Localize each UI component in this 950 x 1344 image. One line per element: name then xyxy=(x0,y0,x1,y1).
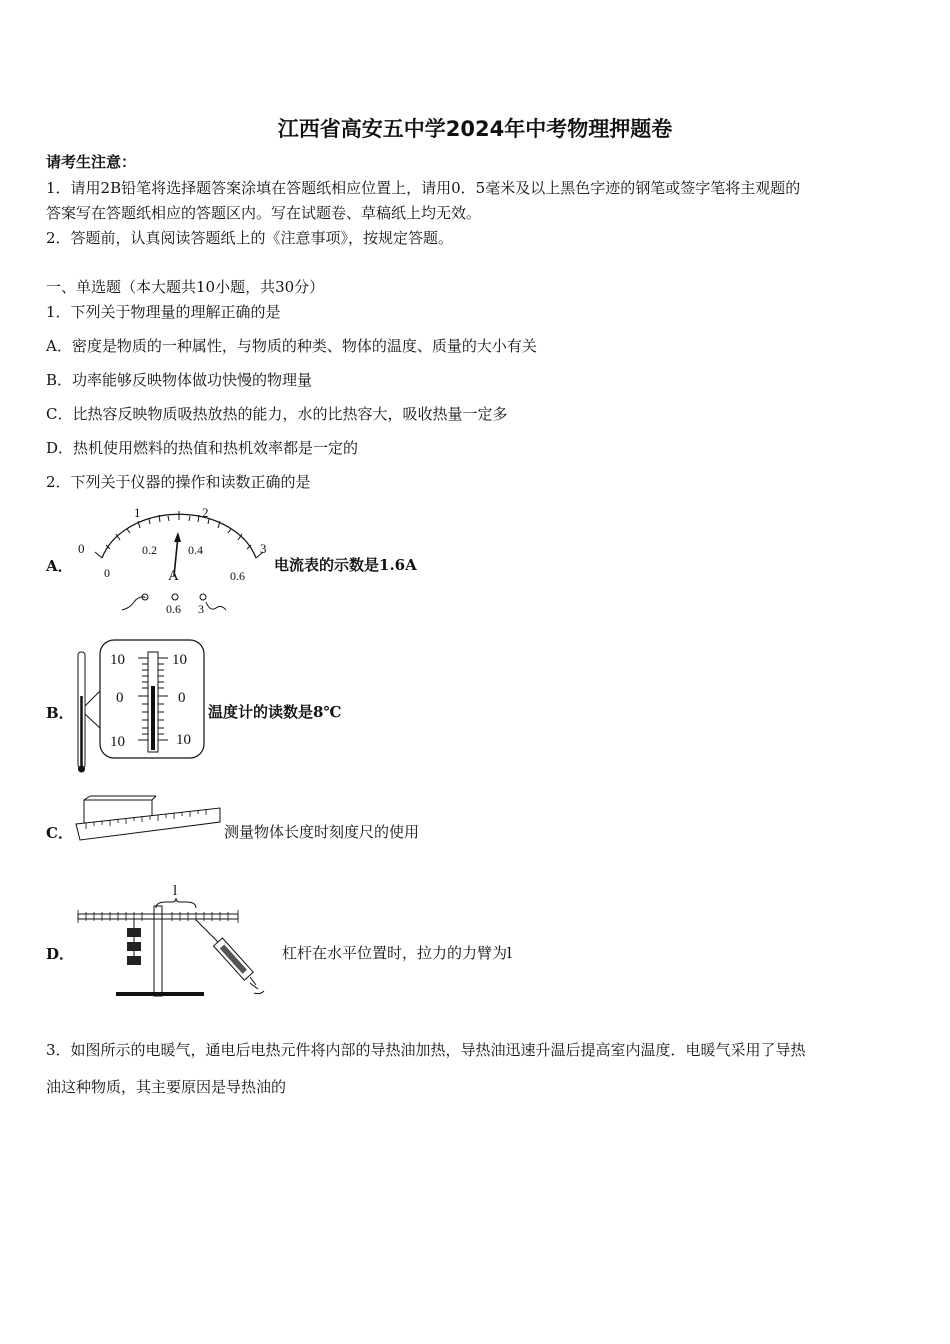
q2-option-c-text: 测量物体长度时刻度尺的使用 xyxy=(224,823,420,841)
notice-heading: 请考生注意： xyxy=(46,153,137,171)
notice-line-2: 2．答题前，认真阅读答题纸上的《注意事项》，按规定答题。 xyxy=(46,229,454,247)
q1-option-d: D．热机使用燃料的热值和热机效率都是一定的 xyxy=(46,439,359,457)
thermo-top-right: 10 xyxy=(172,652,187,668)
ammeter-bottom-2: 0.4 xyxy=(188,543,203,557)
ammeter-terminal-3: 3 xyxy=(198,602,204,616)
q2-option-d-label: D． xyxy=(46,945,75,963)
ammeter-figure xyxy=(70,500,270,620)
q1-option-c: C．比热容反映物质吸热放热的能力，水的比热容大，吸收热量一定多 xyxy=(46,405,508,423)
thermo-top-left: 10 xyxy=(110,652,125,668)
ammeter-top-1: 1 xyxy=(134,505,141,520)
lever-figure xyxy=(72,880,282,1000)
ammeter-top-0: 0 xyxy=(78,541,85,556)
q1-option-a: A．密度是物质的一种属性，与物质的种类、物体的温度、质量的大小有关 xyxy=(46,337,537,355)
ammeter-bottom-0: 0 xyxy=(104,566,110,580)
q2-option-b-label: B． xyxy=(46,704,74,722)
thermo-mid-right: 0 xyxy=(178,690,186,706)
section-heading: 一、单选题（本大题共10小题，共30分） xyxy=(46,278,325,296)
ammeter-unit: A xyxy=(168,568,179,584)
q3-stem-line-2: 油这种物质，其主要原因是导热油的 xyxy=(46,1078,287,1096)
q3-stem-line-1: 3．如图所示的电暖气，通电后电热元件将内部的导热油加热，导热油迅速升温后提高室内温度．电暖气采用了导热 xyxy=(46,1041,806,1059)
ammeter-top-2: 2 xyxy=(202,505,209,520)
thermo-bot-left: 10 xyxy=(110,734,125,750)
ammeter-terminal-minus: － xyxy=(138,593,148,604)
q1-option-b: B．功率能够反映物体做功快慢的物理量 xyxy=(46,371,313,389)
thermo-bot-right: 10 xyxy=(176,732,191,748)
ammeter-bottom-3: 0.6 xyxy=(230,569,245,583)
q2-option-a-text: 电流表的示数是1.6A xyxy=(274,556,417,574)
q2-option-b-text: 温度计的读数是8℃ xyxy=(208,703,342,721)
notice-line-1: 1．请用2B铅笔将选择题答案涂填在答题纸相应位置上，请用0．5毫米及以上黑色字迹的钢笔或签字笔将主观题的 xyxy=(46,179,801,197)
ammeter-terminal-06: 0.6 xyxy=(166,602,181,616)
lever-arm-label: l xyxy=(173,883,178,899)
ruler-figure xyxy=(70,796,226,846)
q2-stem: 2．下列关于仪器的操作和读数正确的是 xyxy=(46,473,311,491)
q2-option-c-label: C． xyxy=(46,824,73,842)
thermo-mid-left: 0 xyxy=(116,690,124,706)
ammeter-top-3: 3 xyxy=(260,541,267,556)
page-title: 江西省高安五中学2024年中考物理押题卷 xyxy=(277,117,673,141)
ammeter-bottom-1: 0.2 xyxy=(142,543,157,557)
notice-line-1-cont: 答案写在答题纸相应的答题区内。写在试题卷、草稿纸上均无效。 xyxy=(46,204,482,222)
q2-option-d-text: 杠杆在水平位置时，拉力的力臂为l xyxy=(282,944,512,962)
q2-option-a-label: A． xyxy=(46,557,73,575)
thermometer-figure xyxy=(72,636,208,776)
q1-stem: 1．下列关于物理量的理解正确的是 xyxy=(46,303,281,321)
